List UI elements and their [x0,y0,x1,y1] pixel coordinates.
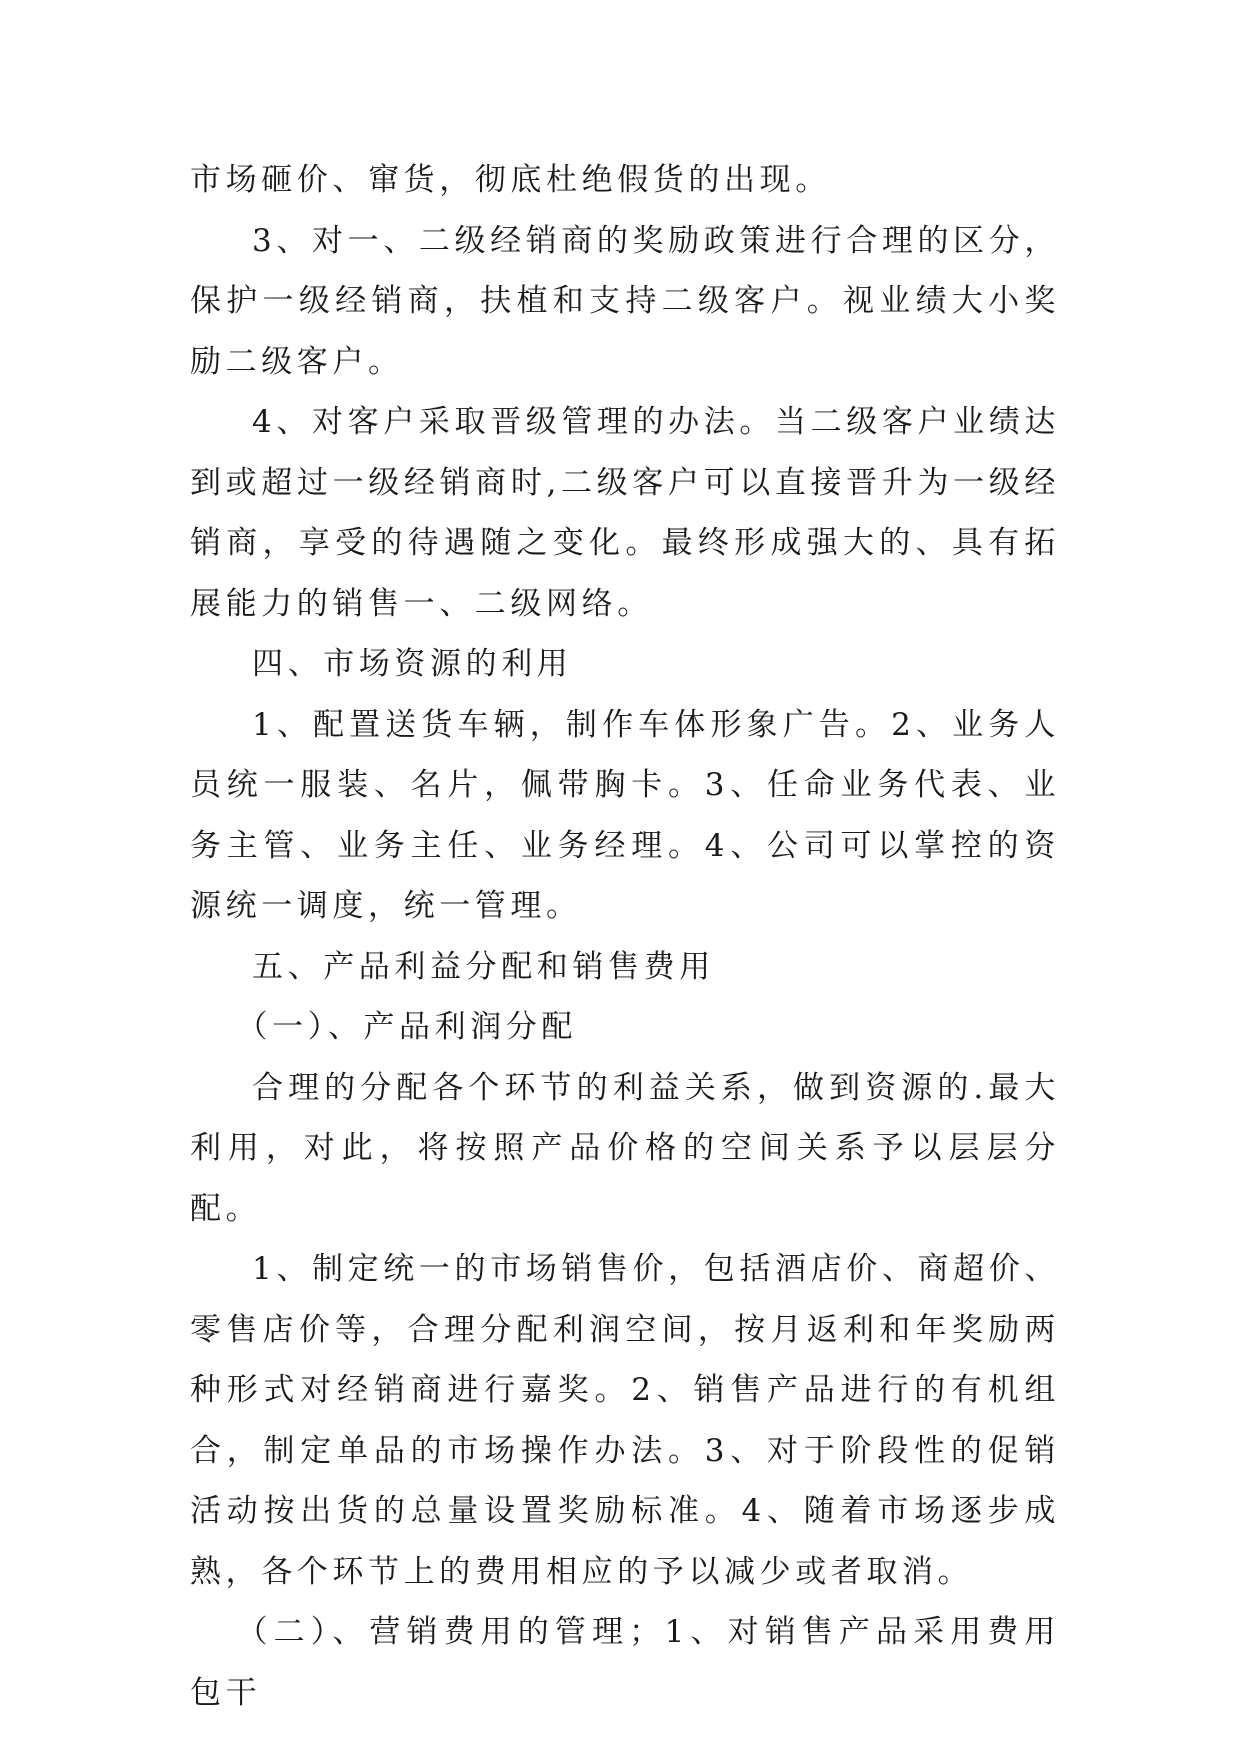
section-heading-resources: 四、市场资源的利用 [252,646,573,682]
subsection-heading-profit: （一）、产品利润分配 [236,1009,577,1045]
paragraph-dealer-rewards: 3、对一、二级经销商的奖励政策进行合理的区分，保护一级经销商，扶植和支持二级客户。视业绩大小奖励二级客户。 [190,222,1060,380]
paragraph-customer-promotion: 4、对客户采取晋级管理的办法。当二级客户业绩达到或超过一级经销商时,二级客户可以直接晋升为一级经销商，享受的待遇随之变化。最终形成强大的、具有拓展能力的销售一、二级网络。 [190,404,1060,622]
paragraph-continuation: 市场砸价、窜货，彻底杜绝假货的出现。 [190,162,831,198]
section-heading-profit-costs: 五、产品利益分配和销售费用 [252,948,715,985]
document-page [190,150,1060,1723]
paragraph-profit-intro: 合理的分配各个环节的利益关系，做到资源的.最大利用，对此，将按照产品价格的空间关系予以层层分配。 [190,1069,1060,1227]
paragraph-resource-usage: 1、配置送货车辆，制作车体形象广告。2、业务人员统一服装、名片，佩带胸卡。3、任命业务代表、业务主管、业务主任、业务经理。4、公司可以掌控的资源统一调度，统一管理。 [190,706,1060,924]
subsection-heading-costs: （二）、营销费用的管理；1、对销售产品采用费用包干 [190,1614,1060,1711]
paragraph-pricing-rules: 1、制定统一的市场销售价，包括酒店价、商超价、零售店价等，合理分配利润空间，按月返利和年奖励两种形式对经销商进行嘉奖。2、销售产品进行的有机组合，制定单品的市场操作办法。3、对于阶段性的促销活动按出货的总量设置奖励标准。4、随着市场逐步成熟，各个环节上的费用相应的予以减少或者取消。 [190,1251,1060,1590]
